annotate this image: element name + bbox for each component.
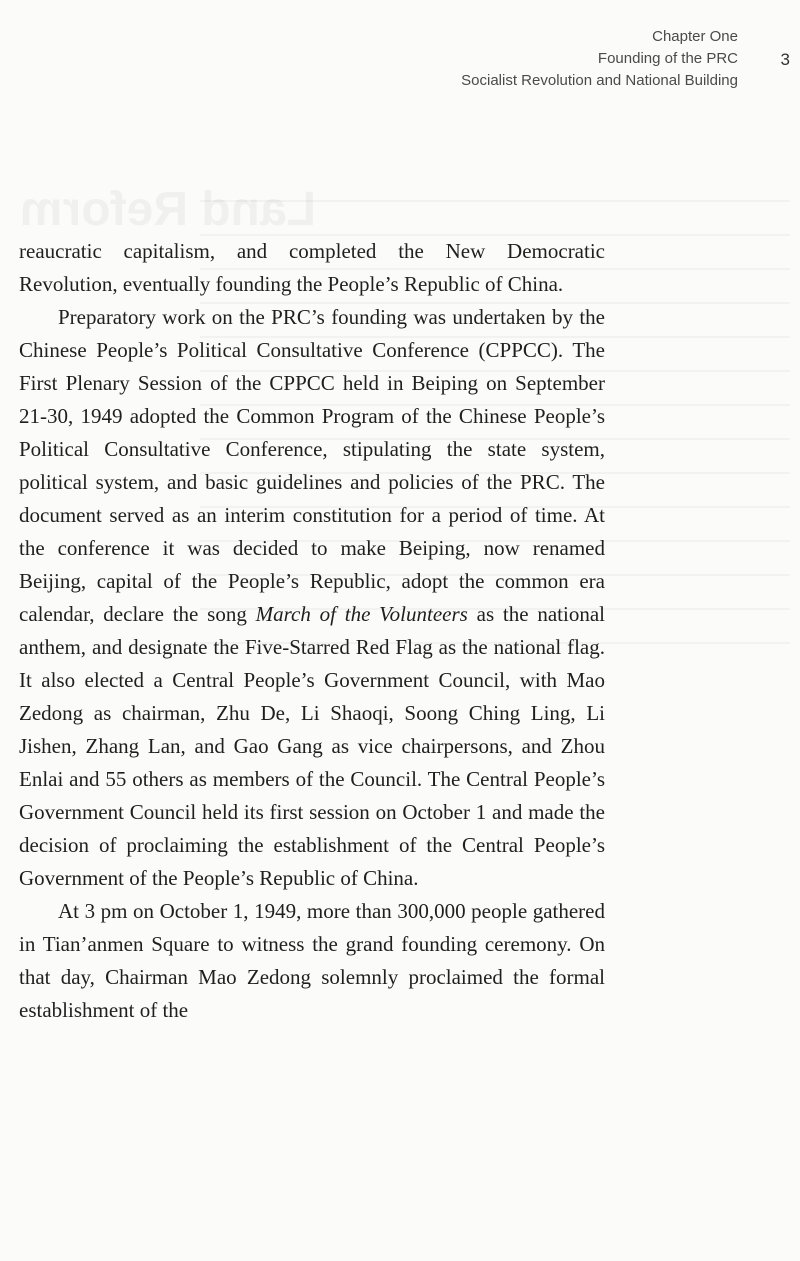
bleed-through-title xyxy=(20,182,316,237)
running-header xyxy=(461,26,738,92)
paragraph-2-rest: as the national anthem, and designate the Five-Starred Red Flag as the national flag. It also elected a Central People’s Government Council, with Mao Zedong as chairman, Zhu De, Li Shaoqi, Soong Ching Ling, Li Jishen, Zhang Lan, and Gao Gang as vice chairpersons, and Zhou Enlai and 55 others as members of the Council. The Central People’s Government Council held its first session on October 1 and made the decision of proclaiming the establishment of the Central People’s Government of the People’s Republic of China. xyxy=(19,602,606,890)
paragraph-1: reaucratic capitalism, and completed the New Democratic Revolution, eventually founding the People’s Republic of China. xyxy=(19,239,605,296)
header-chapter: Chapter One xyxy=(652,28,738,45)
header-subsection: Socialist Revolution and National Building xyxy=(461,72,738,89)
paragraph-2 xyxy=(19,301,605,895)
body-text xyxy=(19,235,605,1027)
page-number: 3 xyxy=(780,50,790,69)
paragraph-3: At 3 pm on October 1, 1949, more than 300,000 people gathered in Tian’anmen Square to witness the grand founding ceremony. On that day, Chairman Mao Zedong solemnly proclaimed the formal establishment of the xyxy=(19,899,605,1022)
paragraph-2-text: Preparatory work on the PRC’s founding was undertaken by the Chinese People’s Political Consultative Conference (CPPCC). The First Plenary Session of the CPPCC held in Beiping on September 21-30, 1949 adopted the Common Program of the Chinese People’s Political Consultative Conference, stipulating the state system, political system, and basic guidelines and policies of the PRC. The document served as an interim constitution for a period of time. At the conference it was decided to make Beiping, now renamed Beijing, capital of the People’s Republic, adopt the common era calendar, declare the song xyxy=(19,305,605,626)
header-section: Founding of the PRC xyxy=(597,50,738,67)
song-title: March of the Volunteers xyxy=(255,602,468,626)
